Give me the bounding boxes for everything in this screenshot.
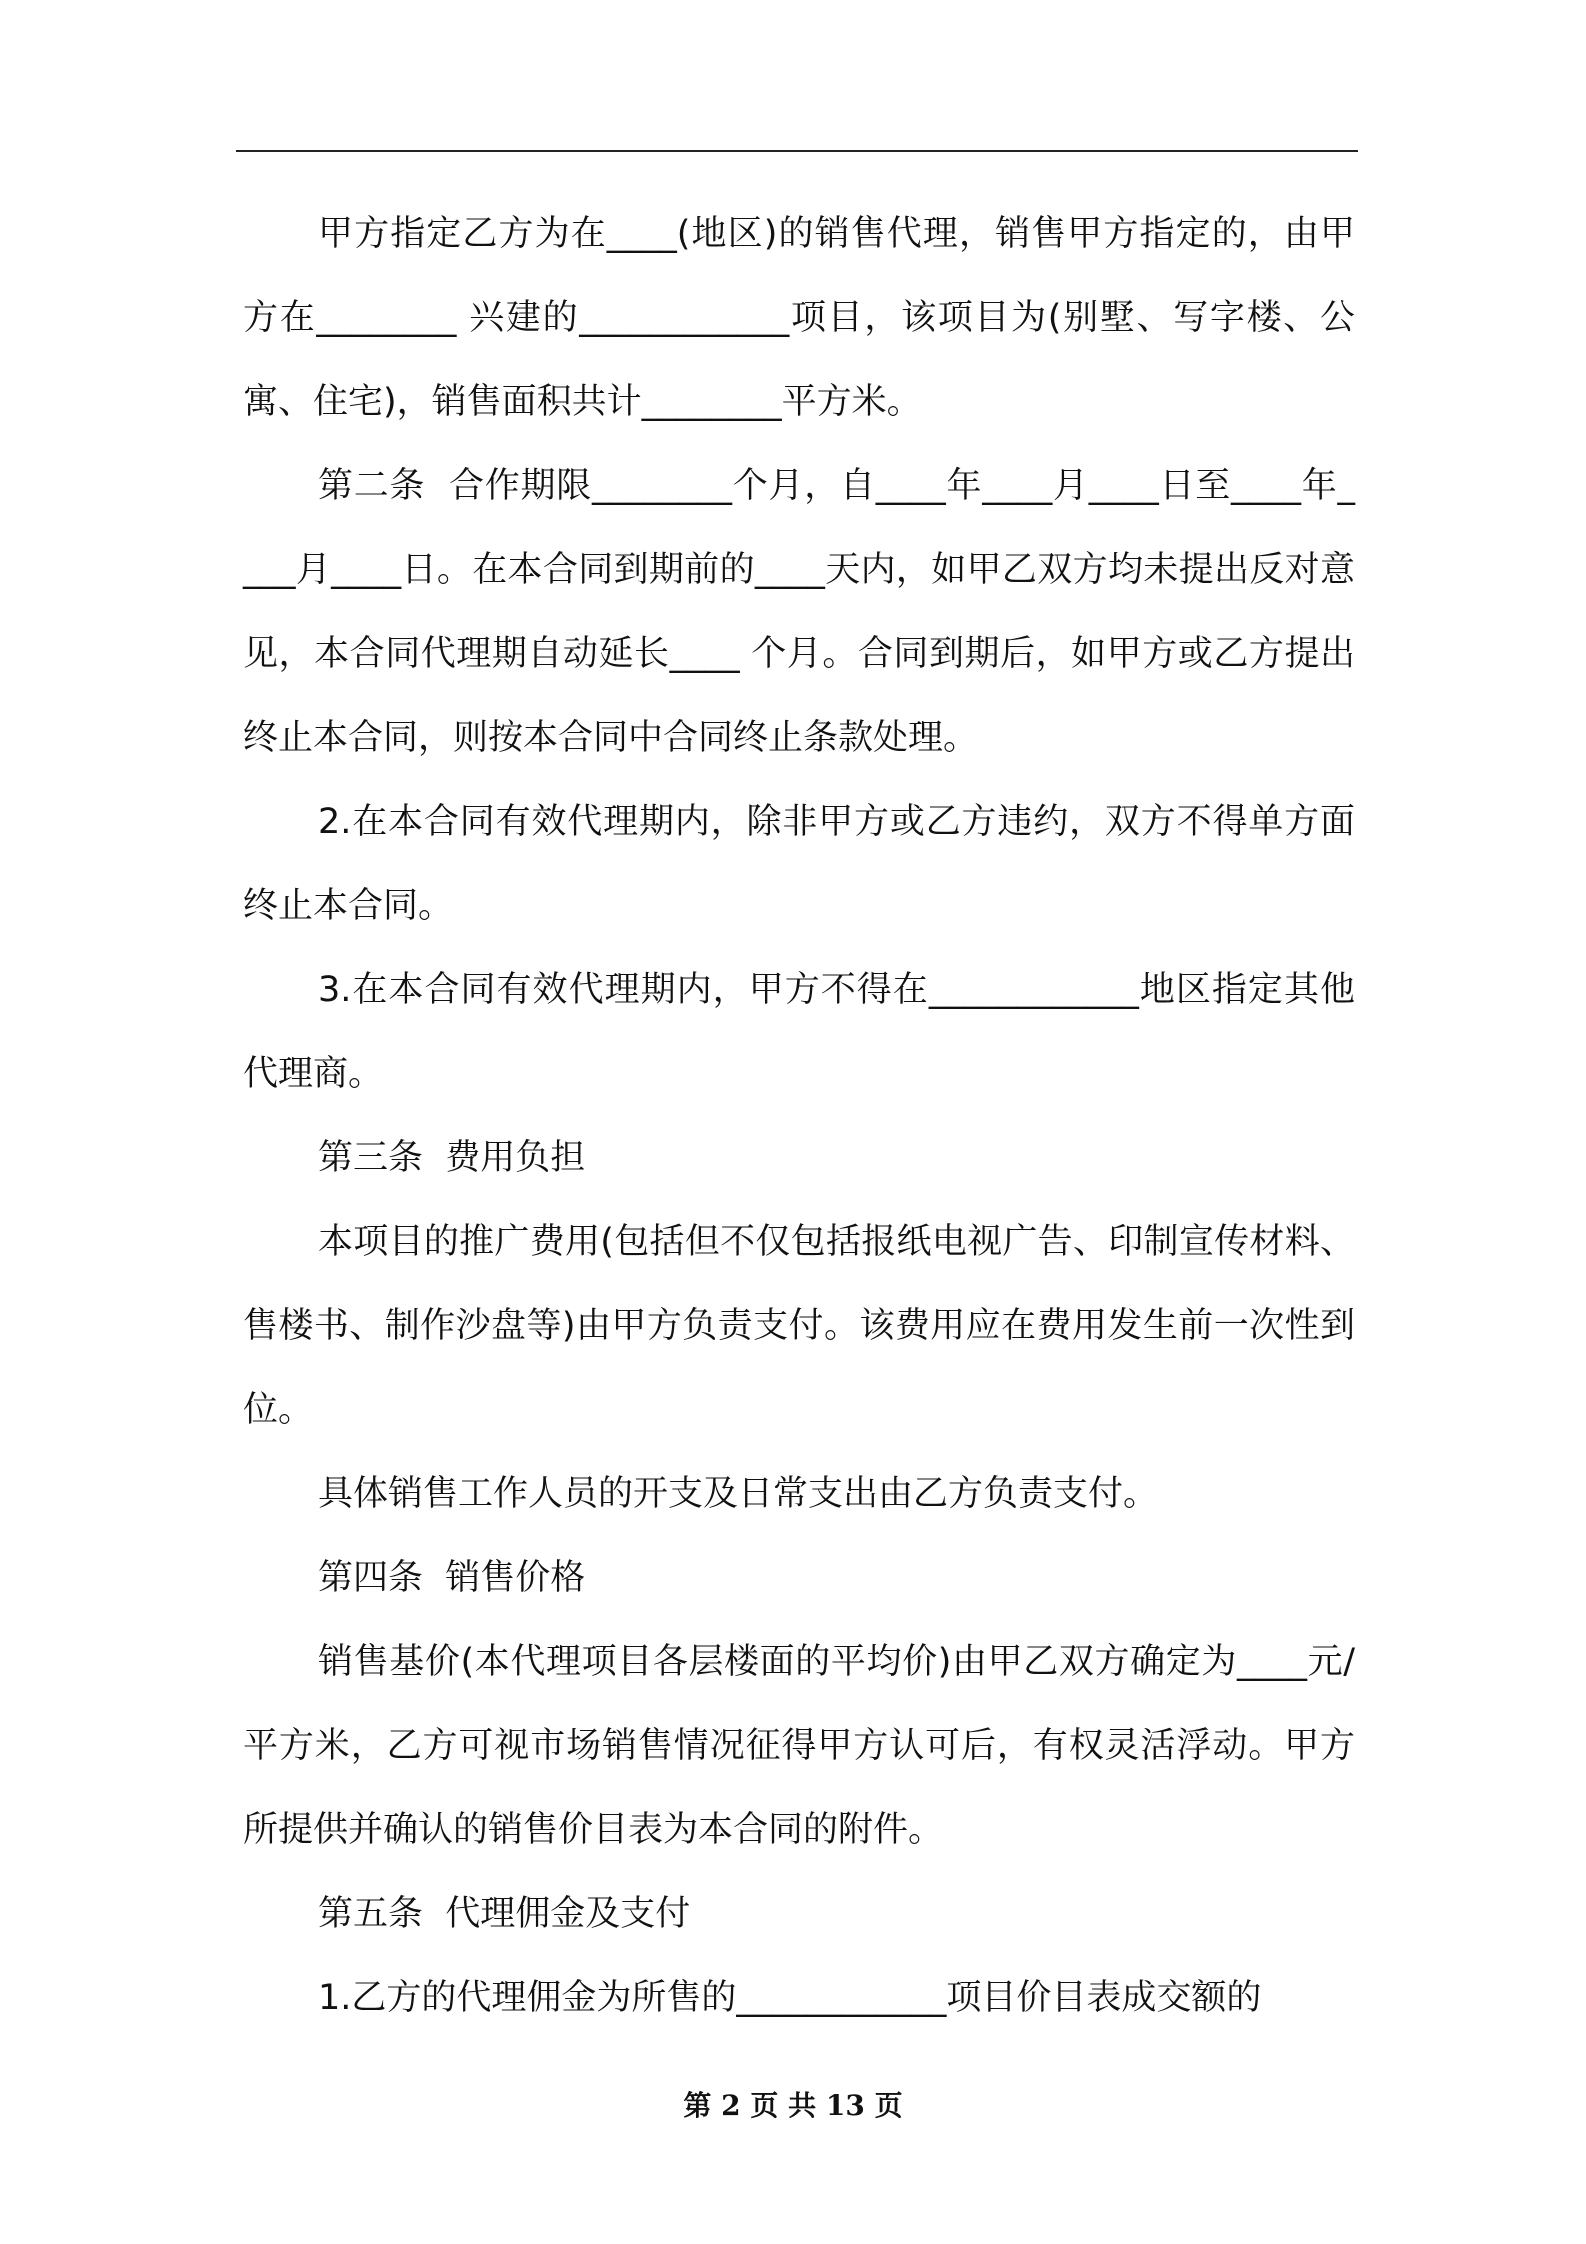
- page-number: 第 2 页 共 13 页: [683, 2089, 903, 2122]
- paragraph-article-2-term: 第二条 合作期限________个月，自____年____月____日至____年____月____日。在本合同到期前的____天内，如甲乙双方均未提出反对意见，本合同代理期自动延长____ 个月。合同到期后，如甲方或乙方提出终止本合同，则按本合同中合同终止条款处理。: [243, 466, 1355, 758]
- paragraph-sales-agency-scope: 甲方指定乙方为在____(地区)的销售代理，销售甲方指定的，由甲方在________ 兴建的____________项目，该项目为(别墅、写字楼、公寓、住宅)，销售面积共计________平方米。: [243, 214, 1355, 422]
- paragraph-base-price: 销售基价(本代理项目各层楼面的平均价)由甲乙双方确定为____元/平方米，乙方可视市场销售情况征得甲方认可后，有权灵活浮动。甲方所提供并确认的销售价目表为本合同的附件。: [243, 1642, 1355, 1850]
- document-body: [243, 192, 1355, 2040]
- heading-article-4: 第四条 销售价格: [318, 1558, 586, 1598]
- paragraph-staff-costs: 具体销售工作人员的开支及日常支出由乙方负责支付。: [318, 1474, 1159, 1514]
- paragraph-promotion-costs: 本项目的推广费用(包括但不仅包括报纸电视广告、印制宣传材料、售楼书、制作沙盘等)由甲方负责支付。该费用应在费用发生前一次性到位。: [243, 1222, 1355, 1430]
- paragraph-clause-3: 3.在本合同有效代理期内，甲方不得在____________地区指定其他代理商。: [243, 970, 1355, 1094]
- paragraph-clause-2: 2.在本合同有效代理期内，除非甲方或乙方违约，双方不得单方面终止本合同。: [243, 802, 1355, 926]
- header-rule: [236, 150, 1358, 152]
- paragraph-commission: 1.乙方的代理佣金为所售的____________项目价目表成交额的: [318, 1978, 1262, 2018]
- heading-article-5: 第五条 代理佣金及支付: [318, 1894, 691, 1934]
- heading-article-3: 第三条 费用负担: [318, 1138, 586, 1178]
